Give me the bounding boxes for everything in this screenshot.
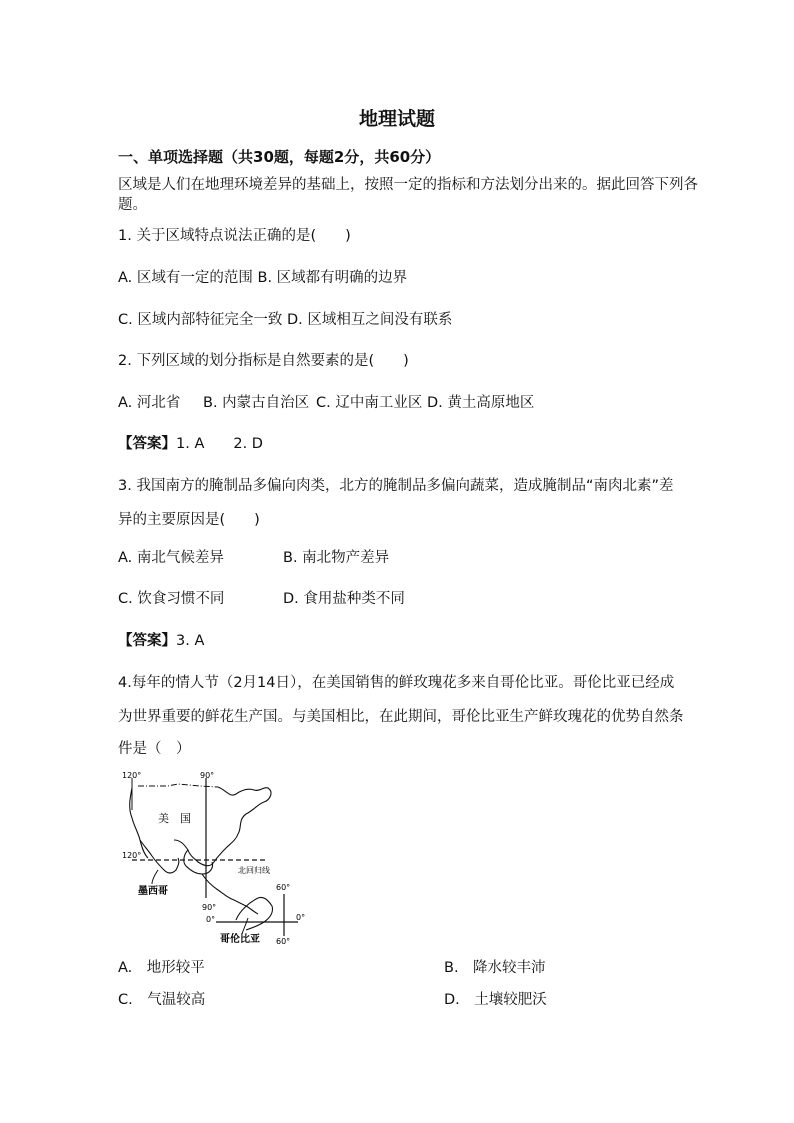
label-zero-left: 0°	[206, 915, 216, 924]
question-1-stem: 1. 关于区域特点说法正确的是( )	[118, 228, 351, 244]
question-3-option-c: C. 饮食习惯不同	[118, 591, 225, 607]
label-lat-60-top: 60°	[276, 883, 291, 892]
question-3-option-b: B. 南北物产差异	[283, 550, 390, 566]
question-2-option-a: A. 河北省	[118, 395, 181, 411]
americas-map-figure	[118, 770, 310, 948]
question-1-options-cd: C. 区域内部特征完全一致 D. 区域相互之间没有联系	[118, 312, 453, 328]
question-4-option-a: A. 地形较平	[118, 960, 205, 976]
south-america-coast	[236, 897, 273, 930]
question-4-stem-line-1: 4.每年的情人节（2月14日），在美国销售的鲜玫瑰花多来自哥伦比亚。哥伦比亚已经成	[118, 675, 675, 691]
mexico-coastline	[140, 840, 179, 873]
question-2-option-b: B. 内蒙古自治区	[203, 395, 310, 411]
question-2-option-d: D. 黄土高原地区	[427, 395, 535, 411]
colombia-pointer	[242, 918, 248, 934]
question-2-stem: 2. 下列区域的划分指标是自然要素的是( )	[118, 353, 409, 369]
label-lat-60-bottom: 60°	[276, 937, 291, 946]
page-title: 地理试题	[358, 108, 435, 130]
question-3-stem-line-2: 异的主要原因是( )	[118, 512, 260, 528]
label-lon-120-top: 120°	[122, 771, 142, 780]
answer-block-1	[118, 434, 263, 454]
question-1-options-ab: A. 区域有一定的范围 B. 区域都有明确的边界	[118, 270, 408, 286]
label-lon-90-top: 90°	[200, 771, 215, 780]
intro-line-2: 题。	[118, 197, 147, 213]
us-east-coastline	[174, 787, 271, 866]
question-4-option-d: D. 土壤较肥沃	[444, 992, 547, 1008]
label-usa: 美 国	[158, 812, 191, 825]
question-4-stem-line-2: 为世界重要的鲜花生产国。与美国相比，在此期间，哥伦比亚生产鲜玫瑰花的优势自然条	[118, 709, 684, 725]
answer-tag: 【答案】	[118, 436, 176, 452]
question-3-stem-line-1: 3. 我国南方的腌制品多偏向肉类，北方的腌制品多偏向蔬菜，造成腌制品“南肉北素”差	[118, 478, 674, 494]
section-heading: 一、单项选择题（共30题，每题2分，共60分）	[118, 148, 441, 166]
answer-tag: 【答案】	[118, 633, 176, 649]
question-3-option-a: A. 南北气候差异	[118, 550, 224, 566]
label-zero-right: 0°	[296, 913, 306, 922]
answer-text: 1. A 2. D	[176, 436, 263, 452]
intro-line-1: 区域是人们在地理环境差异的基础上，按照一定的指标和方法划分出来的。据此回答下列各	[118, 177, 698, 193]
answer-block-2	[118, 631, 204, 651]
us-west-coastline	[130, 788, 152, 856]
question-3-option-d: D. 食用盐种类不同	[283, 591, 405, 607]
label-lon-120-left: 120°	[122, 851, 142, 860]
question-4-option-c: C. 气温较高	[118, 992, 206, 1008]
question-4-stem-line-3: 件是（ ）	[118, 741, 191, 757]
mexico-pointer	[152, 870, 158, 884]
label-colombia: 哥伦比亚	[220, 934, 260, 945]
label-tropic: 北回归线	[238, 866, 270, 875]
label-lon-90-mid: 90°	[202, 903, 217, 912]
question-2-option-c: C. 辽中南工业区	[316, 395, 423, 411]
question-4-option-b: B. 降水较丰沛	[444, 960, 546, 976]
answer-text: 3. A	[176, 633, 205, 649]
label-mexico: 墨西哥	[138, 886, 168, 897]
